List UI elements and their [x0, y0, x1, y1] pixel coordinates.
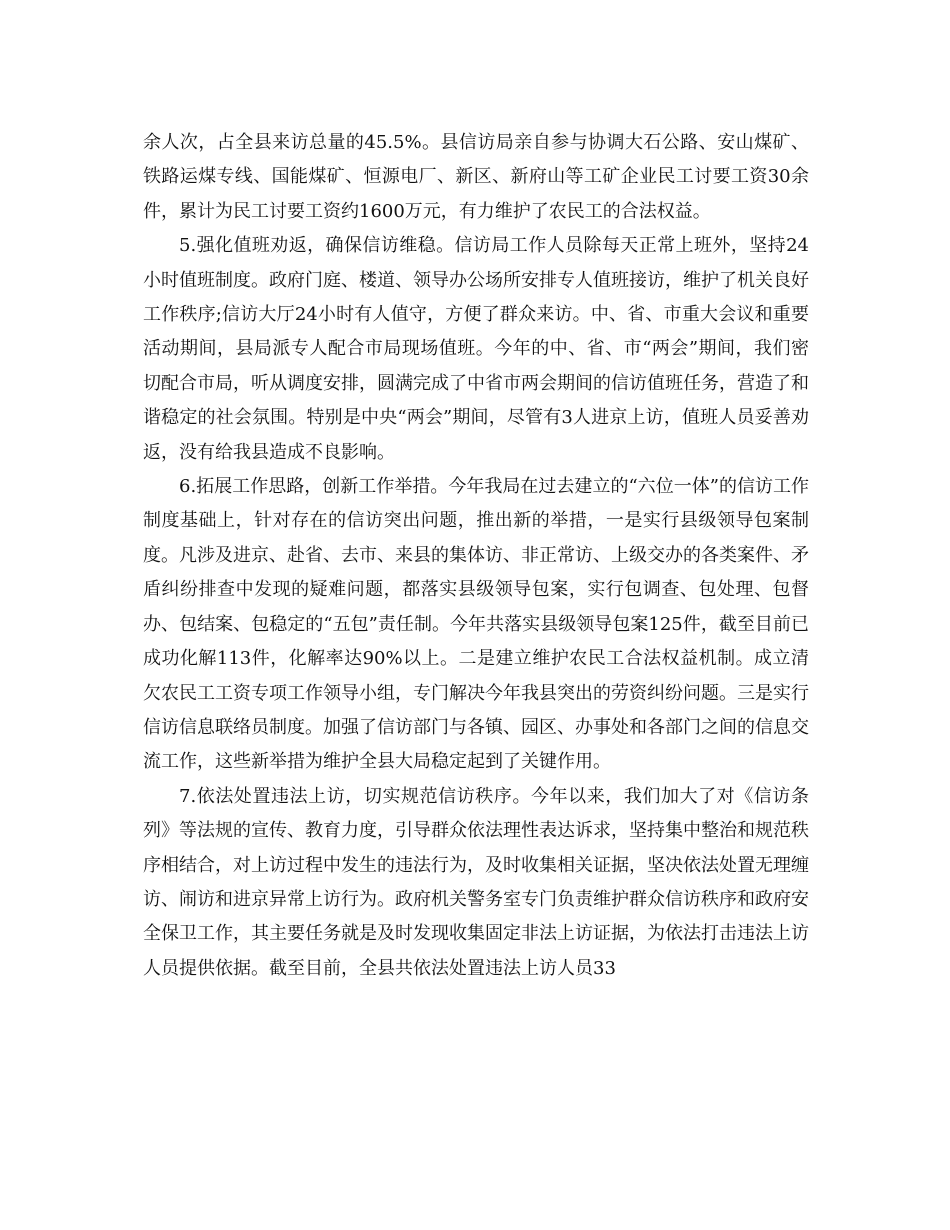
paragraph-6-new-measures: 6.拓展工作思路，创新工作举措。今年我局在过去建立的“六位一体”的信访工作制度基础上，针对存在的信访突出问题，推出新的举措，一是实行县级领导包案制度。凡涉及进京、赴省、去市、来县的集体访、非正常访、上级交办的各类案件、矛盾纠纷排查中发现的疑难问题，都落实县级领导包案，实行包调查、包处理、包督办、包结案、包稳定的“五包”责任制。今年共落实县级领导包案125件，截至目前已成功化解113件，化解率达90%以上。二是建立维护农民工合法权益机制。成立清欠农民工工资专项工作领导小组，专门解决今年我县突出的劳资纠纷问题。三是实行信访信息联络员制度。加强了信访部门与各镇、园区、办事处和各部门之间的信息交流工作，这些新举措为维护全县大局稳定起到了关键作用。: [143, 476, 809, 773]
document-body: [143, 126, 809, 986]
paragraph-7-lawful-handling: 7.依法处置违法上访，切实规范信访秩序。今年以来，我们加大了对《信访条列》等法规的宣传、教育力度，引导群众依法理性表达诉求，坚持集中整治和规范秩序相结合，对上访过程中发生的违法行为，及时收集相关证据，坚决依法处置无理缠访、闹访和进京异常上访行为。政府机关警务室专门负责维护群众信访秩序和政府安全保卫工作，其主要任务就是及时发现收集固定非法上访证据，为依法打击违法上访人员提供依据。截至目前，全县共依法处置违法上访人员33: [143, 785, 809, 979]
paragraph-continuation: 余人次，占全县来访总量的45.5%。县信访局亲自参与协调大石公路、安山煤矿、铁路运煤专线、国能煤矿、恒源电厂、新区、新府山等工矿企业民工讨要工资30余件，累计为民工讨要工资约1600万元，有力维护了农民工的合法权益。: [143, 132, 809, 222]
paragraph-5-duty-and-dissuasion: 5.强化值班劝返，确保信访维稳。信访局工作人员除每天正常上班外，坚持24小时值班制度。政府门庭、楼道、领导办公场所安排专人值班接访，维护了机关良好工作秩序;信访大厅24小时有人值守，方便了群众来访。中、省、市重大会议和重要活动期间，县局派专人配合市局现场值班。今年的中、省、市“两会”期间，我们密切配合市局，听从调度安排，圆满完成了中省市两会期间的信访值班任务，营造了和谐稳定的社会氛围。特别是中央“两会”期间，尽管有3人进京上访，值班人员妥善劝返，没有给我县造成不良影响。: [143, 235, 809, 463]
